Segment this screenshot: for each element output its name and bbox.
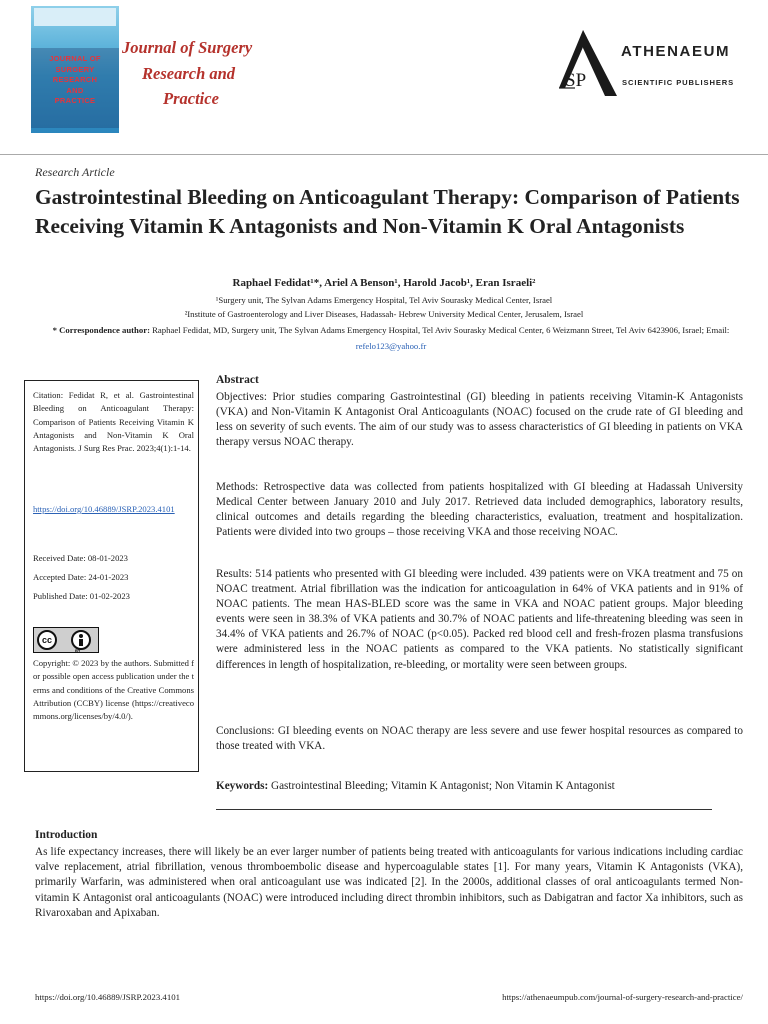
cover-line: PRACTICE bbox=[54, 96, 96, 106]
cover-masthead bbox=[34, 8, 116, 26]
journal-title-line: Practice bbox=[163, 89, 219, 108]
article-title: Gastrointestinal Bleeding on Anticoagulant Therapy: Comparison of Patients Receiving Vitamin K Antagonists and Non-Vitamin K Oral Antagonists bbox=[35, 185, 740, 238]
affiliation-2: ²Institute of Gastroenterology and Liver Diseases, Hadassah- Hebrew University Medical Center, Jerusalem, Israel bbox=[184, 309, 584, 319]
publisher-subtitle: SCIENTIFIC PUBLISHERS bbox=[622, 78, 735, 87]
footer-doi-link[interactable]: https://doi.org/10.46889/JSRP.2023.4101 bbox=[35, 992, 181, 1002]
abstract-conclusions: Conclusions: GI bleeding events on NOAC therapy are less severe and use fewer hospital resources as compared to those treated with VKA. bbox=[216, 725, 743, 753]
doi-link[interactable]: https://doi.org/10.46889/JSRP.2023.4101 bbox=[33, 504, 175, 514]
cover-line: JOURNAL OF bbox=[49, 54, 101, 63]
article-type: Research Article bbox=[35, 165, 115, 179]
header-divider bbox=[0, 154, 768, 155]
abstract-heading: Abstract bbox=[216, 374, 259, 386]
copyright-text: Copyright: © 2023 by the authors. Submitted for possible open access publication under the terms and conditions of the Creative Commons Attribution (CCBY) license (https://creativecommons.org/licenses/by/4.0/). bbox=[33, 658, 194, 722]
correspondence-text: Raphael Fedidat, MD, Surgery unit, The Sylvan Adams Emergency Hospital, Tel Aviv Sourasky Medical Center, 6 Weizmann Street, Tel Aviv 6423906, Israel; Email: bbox=[152, 325, 730, 335]
introduction-heading: Introduction bbox=[35, 829, 98, 841]
abstract-results: Results: 514 patients who presented with GI bleeding were included. 439 patients were on VKA treatment and 75 on NOAC treatment. Atrial fibrillation was the indication for anticoagulation in 64% of VKA patients and in 91% of NOAC patients. The mean HAS-BLED score was the same in VKA and NOAC patient groups. Major bleeding events were seen in 38.3% of VKA patients and 30.7% of NOAC patients and life-threatening bleeding was seen in 34.4% of VKA patients and 26.7% of NOAC (p<0.05). Packed red blood cell and fresh-frozen plasma transfusions were administered less in the NOAC patients as compared to the VKA patients. No statistically significant differences in length of hospitalization, re-bleeding, or mortality were seen between groups. bbox=[216, 568, 743, 671]
abstract-methods: Methods: Retrospective data was collected from patients hospitalized with GI bleeding at Hadassah University Medical Center between January 2010 and July 2017. Retrieved data included demographics, laboratory results, clinical outcomes and details regarding the bleeding characteristics, evaluation, treatment and hospitalization. Patients were divided into two groups – those receiving VKA and those receiving NOAC. bbox=[216, 481, 743, 539]
cc-by-icon[interactable] bbox=[33, 627, 99, 653]
attribution-icon bbox=[71, 630, 91, 650]
publisher-name: ATHENAEUM bbox=[621, 43, 731, 60]
correspondence bbox=[35, 323, 747, 354]
accepted-date: Accepted Date: 24-01-2023 bbox=[33, 572, 129, 582]
received-date: Received Date: 08-01-2023 bbox=[33, 553, 128, 563]
correspondence-email[interactable]: refelo123@yahoo.fr bbox=[355, 340, 427, 351]
cover-line: RESEARCH bbox=[52, 75, 98, 85]
keywords-divider bbox=[216, 809, 712, 810]
footer-journal-url[interactable]: https://athenaeumpub.com/journal-of-surgery-research-and-practice/ bbox=[502, 992, 743, 1002]
correspondence-label: * Correspondence author: bbox=[52, 325, 150, 335]
published-date: Published Date: 01-02-2023 bbox=[33, 591, 130, 601]
journal-cover-image bbox=[31, 6, 119, 133]
cover-title bbox=[31, 54, 119, 107]
journal-title-line: Research and bbox=[142, 63, 236, 83]
cover-line: AND bbox=[66, 85, 84, 95]
citation-text: Citation: Fedidat R, et al. Gastrointestinal Bleeding on Anticoagulant Therapy: Comparison of Patients Receiving Vitamin K Antagonists and Non-Vitamin K Oral Antagonists. J Surg Res Prac. 2023;4(1):1-14. bbox=[33, 390, 194, 454]
citation-sidebar bbox=[24, 380, 199, 772]
abstract-objectives: Objectives: Prior studies comparing Gastrointestinal (GI) bleeding in patients receiving Vitamin-K Antagonists (VKA) and Non-Vitamin K Antagonist Oral Anticoagulants (NOAC) focused on the crude rate of GI bleeding and less on severity of such events. The aim of our study was to assess characteristics of GI bleeding in patients on VKA therapy versus NOAC therapy. bbox=[216, 391, 743, 449]
cc-icon: cc bbox=[37, 630, 57, 650]
cover-line: SURGERY bbox=[55, 64, 95, 74]
journal-title bbox=[122, 35, 272, 112]
keywords bbox=[216, 780, 743, 792]
keywords-label: Keywords: bbox=[216, 780, 269, 792]
athenaeum-logo-icon bbox=[555, 30, 619, 96]
author-list: Raphael Fedidat¹*, Ariel A Benson¹, Harold Jacob¹, Eran Israeli² bbox=[232, 277, 536, 289]
affiliation-1: ¹Surgery unit, The Sylvan Adams Emergency Hospital, Tel Aviv Sourasky Medical Center, Israel bbox=[215, 295, 553, 305]
cc-by-label: BY bbox=[75, 648, 81, 653]
logo-initials: SP bbox=[565, 70, 587, 91]
introduction-text: As life expectancy increases, there will likely be an ever larger number of patients being treated with anticoagulants for various indications including cardiac valve replacement, atrial fibrillation, venous thromboembolic disease and hypercoagulable states [1]. For many years, Vitamin K Antagonists (VKA), primarily Warfarin, was administered when oral anticoagulant use was indicated [2]. In the 2000s, additional classes of oral anticoagulants termed Non-vitamin K Antagonist oral anticoagulants (NOAC) were introduced including direct thrombin inhibitors, such as Dabigatran and factor Xa inhibitors, such as Rivaroxaban and Apixaban. bbox=[35, 846, 743, 919]
journal-title-line: Journal of Surgery bbox=[122, 38, 253, 57]
keywords-text: Gastrointestinal Bleeding; Vitamin K Antagonist; Non Vitamin K Antagonist bbox=[271, 780, 615, 792]
